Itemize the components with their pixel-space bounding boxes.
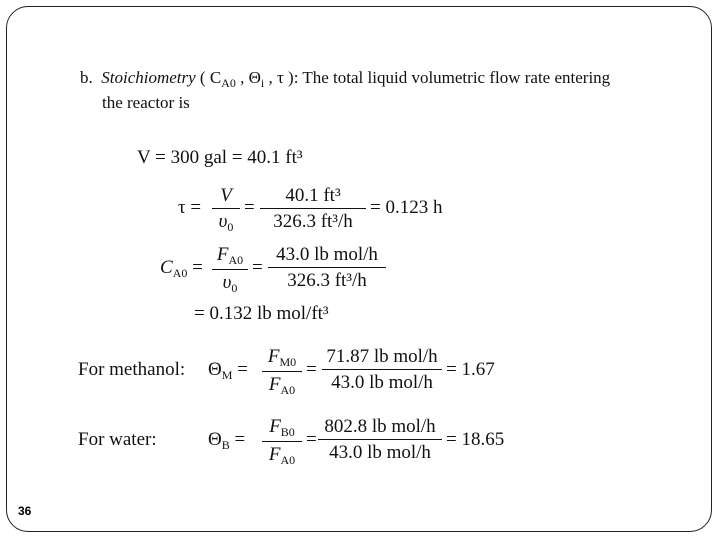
methanol-theta: $\Theta_M$ = <box>208 359 248 382</box>
methanol-equals: = <box>306 359 317 380</box>
tau-fraction-1: V $\upsilon_0$ <box>212 186 240 233</box>
section-params: ( $C_{A0}$ , $\Theta_i$ , τ ): <box>199 68 299 90</box>
methanol-label: For methanol: <box>78 359 186 380</box>
tau-lhs: τ = <box>178 197 202 218</box>
intro-paragraph <box>80 68 610 113</box>
water-fraction-1: $F_{B0}$ $F_{A0}$ <box>262 417 302 466</box>
tau-equals: = <box>244 197 255 218</box>
water-equals: = <box>306 429 317 450</box>
methanol-result: = 1.67 <box>446 359 495 380</box>
water-theta: $\Theta_B$ = <box>208 429 246 452</box>
ca0-fraction-2: 43.0 lb mol/h 326.3 ft³/h <box>268 245 386 290</box>
ca0-fraction-1: $F_{A0}$ $\upsilon_0$ <box>212 245 248 294</box>
ca0-result: = 0.132 lb mol/ft³ <box>194 303 329 324</box>
section-title: Stoichiometry <box>101 68 196 87</box>
ca0-equals: = <box>252 257 263 278</box>
tau-fraction-2: 40.1 ft³ 326.3 ft³/h <box>260 186 366 231</box>
methanol-fraction-1: $F_{M0}$ $F_{A0}$ <box>262 347 302 396</box>
page-number: 36 <box>18 504 32 518</box>
intro-text-line1: The total liquid volumetric flow rate entering <box>298 68 611 87</box>
tau-result: = 0.123 h <box>370 197 443 218</box>
equation-volume: V = 300 gal = 40.1 ft³ <box>137 147 303 168</box>
water-label: For water: <box>78 429 157 450</box>
methanol-fraction-2: 71.87 lb mol/h 43.0 lb mol/h <box>322 347 442 392</box>
water-result: = 18.65 <box>446 429 505 450</box>
water-fraction-2: 802.8 lb mol/h 43.0 lb mol/h <box>318 417 442 462</box>
section-label: b. <box>80 68 93 87</box>
intro-text-line2: the reactor is <box>102 93 190 112</box>
ca0-lhs: $C_{A0}$ = <box>160 257 203 280</box>
